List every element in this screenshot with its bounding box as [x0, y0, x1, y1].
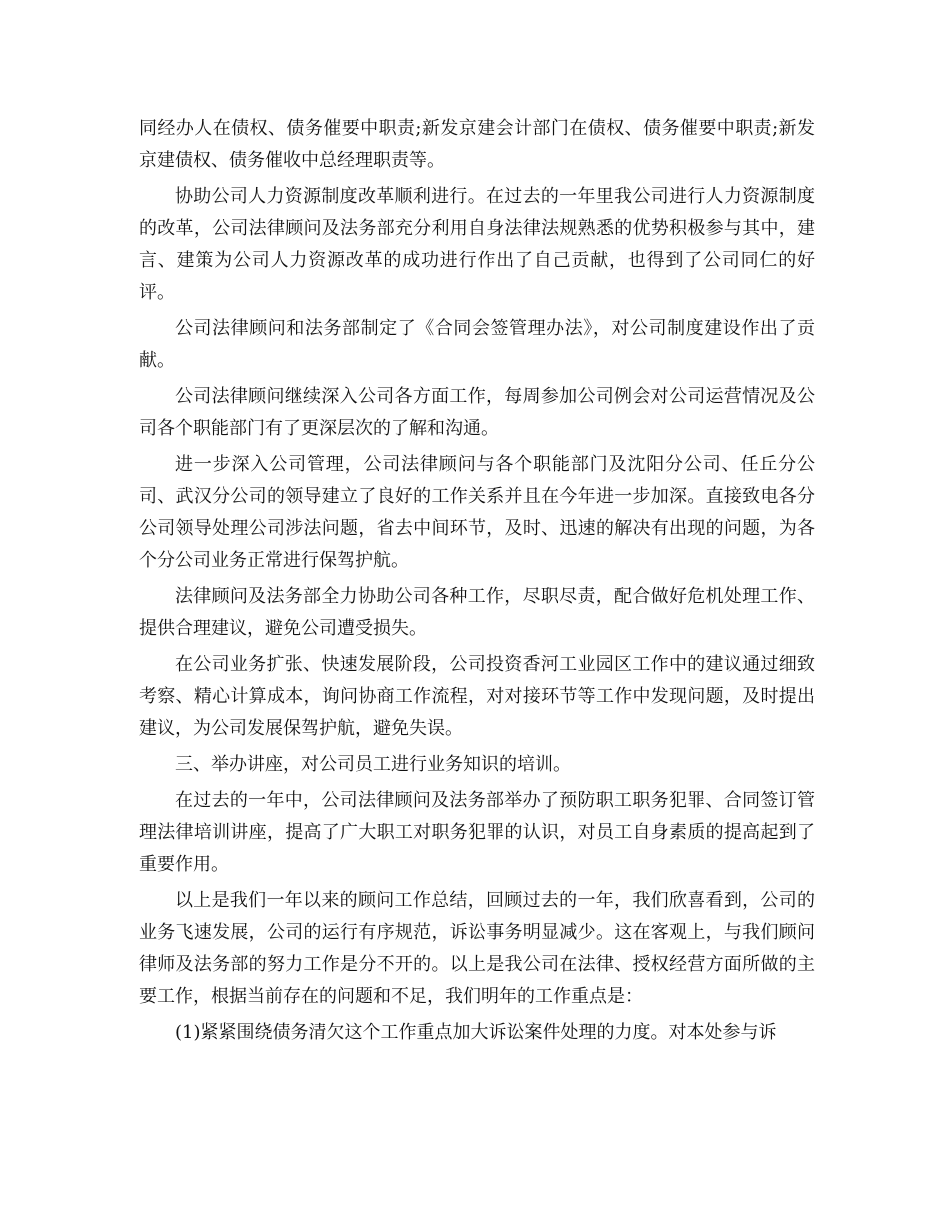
paragraph-2: 协助公司人力资源制度改革顺利进行。在过去的一年里我公司进行人力资源制度的改革，公司法律顾问及法务部充分利用自身法律法规熟悉的优势积极参与其中，建言、建策为公司人力资源改革的成功进行作出了自己贡献，也得到了公司同仁的好评。 [139, 186, 815, 303]
paragraph-5: 进一步深入公司管理，公司法律顾问与各个职能部门及沈阳分公司、任丘分公司、武汉分公司的领导建立了良好的工作关系并且在今年进一步加深。直接致电各分公司领导处理公司涉法问题，省去中间环节，及时、迅速的解决有出现的问题，为各个分公司业务正常进行保驾护航。 [139, 454, 815, 571]
paragraph-3: 公司法律顾问和法务部制定了《合同会签管理办法》，对公司制度建设作出了贡献。 [139, 318, 815, 371]
section-heading-3: 三、举办讲座，对公司员工进行业务知识的培训。 [175, 754, 571, 775]
paragraph-9: 在过去的一年中，公司法律顾问及法务部举办了预防职工职务犯罪、合同签订管理法律培训讲座，提高了广大职工对职务犯罪的认识，对员工自身素质的提高起到了重要作用。 [139, 790, 815, 875]
document-body [139, 113, 815, 1053]
paragraph-1: 同经办人在债权、债务催要中职责;新发京建会计部门在债权、债务催要中职责;新发京建债权、债务催收中总经理职责等。 [139, 118, 815, 171]
paragraph-4: 公司法律顾问继续深入公司各方面工作，每周参加公司例会对公司运营情况及公司各个职能部门有了更深层次的了解和沟通。 [139, 386, 815, 439]
paragraph-7: 在公司业务扩张、快速发展阶段，公司投资香河工业园区工作中的建议通过细致考察、精心计算成本，询问协商工作流程，对对接环节等工作中发现问题，及时提出建议，为公司发展保驾护航，避免失误。 [139, 654, 815, 739]
list-item-1: (1)紧紧围绕债务清欠这个工作重点加大诉讼案件处理的力度。对本处参与诉 [175, 1022, 777, 1043]
paragraph-6: 法律顾问及法务部全力协助公司各种工作，尽职尽责，配合做好危机处理工作、提供合理建议，避免公司遭受损失。 [139, 586, 815, 639]
paragraph-10: 以上是我们一年以来的顾问工作总结，回顾过去的一年，我们欣喜看到，公司的业务飞速发展，公司的运行有序规范，诉讼事务明显减少。这在客观上，与我们顾问律师及法务部的努力工作是分不开的。以上是我公司在法律、授权经营方面所做的主要工作，根据当前存在的问题和不足，我们明年的工作重点是： [139, 890, 815, 1007]
